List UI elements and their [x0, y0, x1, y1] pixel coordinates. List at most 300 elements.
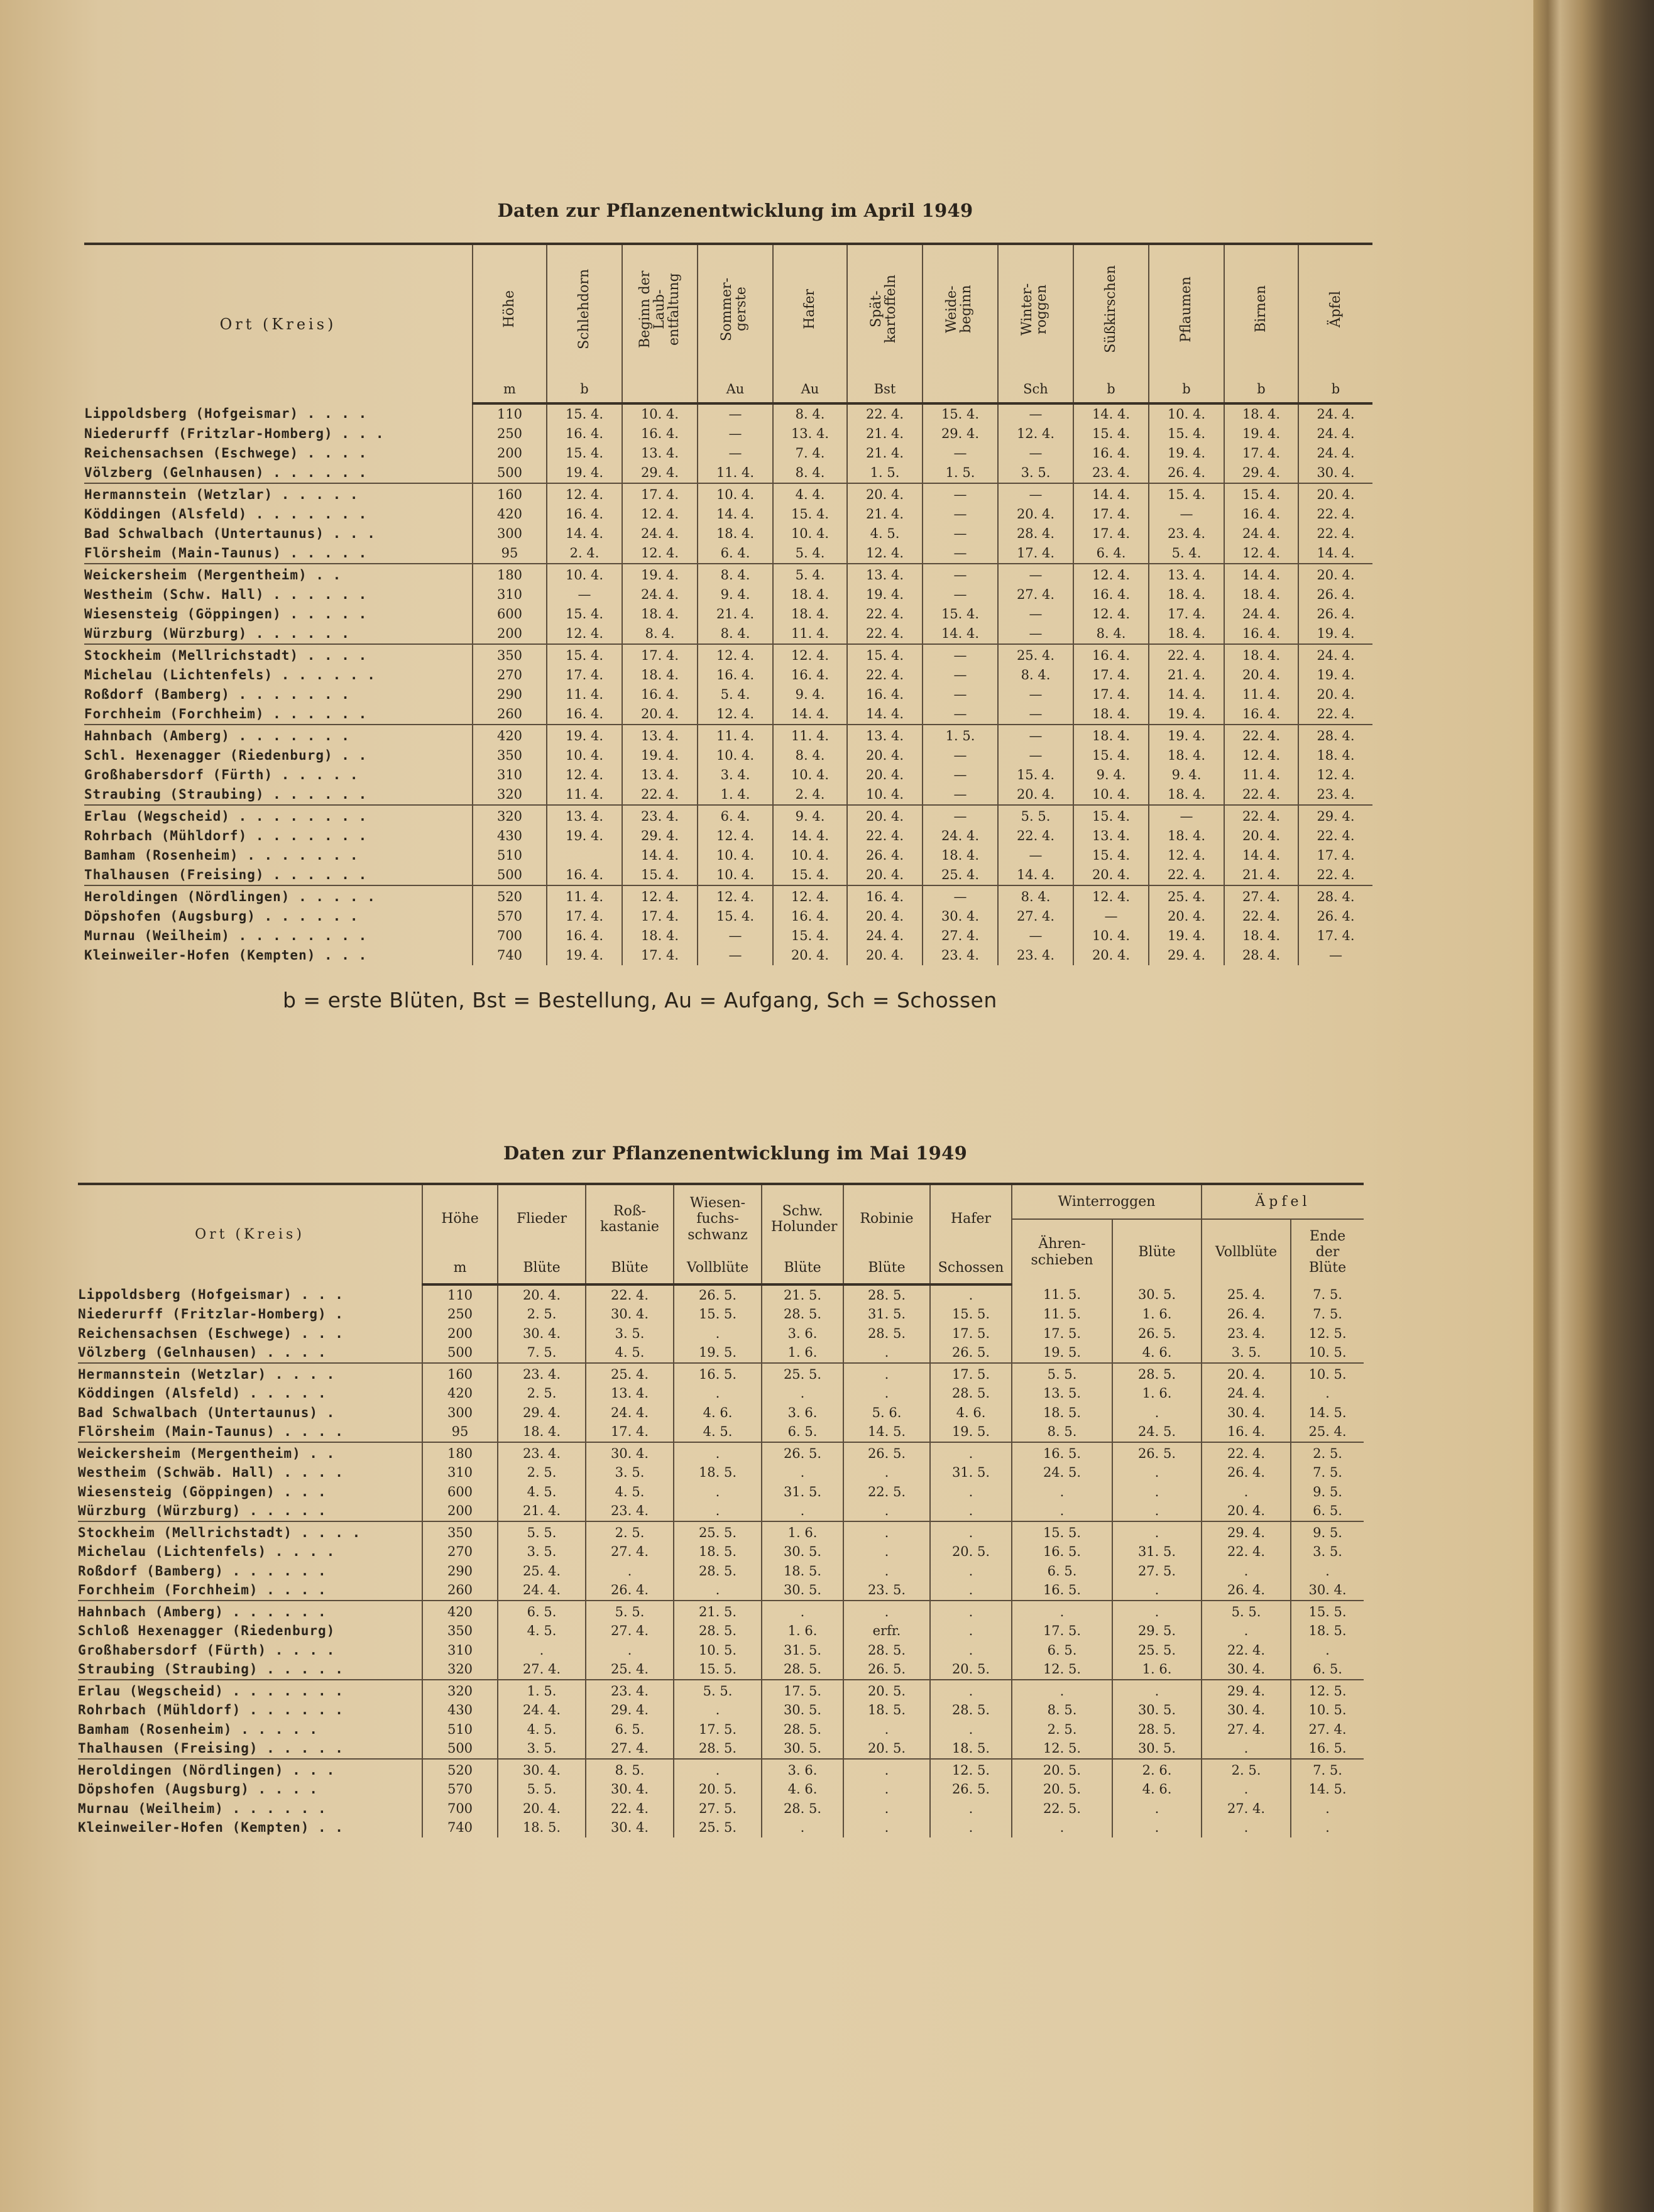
date-cell: 7. 5. [1291, 1284, 1364, 1305]
date-cell: 4. 5. [586, 1482, 674, 1502]
date-cell: . [674, 1701, 762, 1721]
date-cell: 14. 5. [843, 1423, 930, 1443]
date-cell: 11. 5. [1012, 1284, 1112, 1305]
date-cell: . [930, 1680, 1012, 1701]
date-cell: . [1012, 1680, 1112, 1701]
date-cell: 18. 4. [498, 1423, 586, 1443]
date-cell: 20. 4. [847, 907, 923, 926]
date-cell: . [762, 1819, 843, 1838]
date-cell: . [930, 1622, 1012, 1641]
date-cell: 24. 4. [1298, 403, 1372, 424]
date-cell: . [843, 1780, 930, 1800]
date-cell: 31. 5. [930, 1464, 1012, 1483]
date-cell: 18. 4. [1073, 725, 1149, 746]
date-cell: 13. 4. [773, 424, 847, 444]
date-cell: 6. 5. [1291, 1502, 1364, 1522]
date-cell: 18. 4. [1149, 785, 1224, 805]
date-cell: 29. 4. [498, 1403, 586, 1423]
date-cell: 24. 5. [1112, 1423, 1202, 1443]
date-cell: . [843, 1562, 930, 1581]
date-cell: 24. 4. [498, 1581, 586, 1601]
place-name: Hermannstein (Wetzlar) . . . . [78, 1363, 422, 1384]
date-cell: 13. 5. [1012, 1384, 1112, 1404]
place-name: Würzburg (Würzburg) . . . . . . [84, 626, 350, 641]
date-cell: — [998, 746, 1073, 765]
april-col-winterroggen: Winter- roggen [998, 245, 1073, 376]
table-row [84, 444, 1372, 463]
date-cell: 22. 5. [1012, 1799, 1112, 1819]
date-cell: 14. 5. [1291, 1403, 1364, 1423]
altitude-cell: 310 [422, 1464, 498, 1483]
date-cell: 30. 4. [1298, 463, 1372, 483]
date-cell: 11. 4. [547, 785, 622, 805]
date-cell: 26. 4. [847, 846, 923, 865]
date-cell: 12. 4. [847, 544, 923, 564]
altitude-cell: 310 [473, 585, 547, 605]
place-name: Michelau (Lichtenfels) . . . . . . [84, 667, 376, 682]
date-cell: 20. 4. [998, 785, 1073, 805]
date-cell: 27. 4. [1224, 885, 1298, 907]
april-unit: Sch [998, 376, 1073, 403]
date-cell: . [930, 1720, 1012, 1739]
date-cell: 20. 5. [843, 1739, 930, 1760]
date-cell: — [923, 483, 998, 505]
altitude-cell: 740 [422, 1819, 498, 1838]
date-cell: 1. 6. [762, 1521, 843, 1543]
date-cell: 16. 4. [847, 685, 923, 704]
date-cell: 3. 5. [1291, 1543, 1364, 1562]
date-cell: 19. 5. [674, 1344, 762, 1364]
date-cell: 2. 5. [1012, 1720, 1112, 1739]
table-row [78, 1622, 1364, 1641]
table-row [78, 1502, 1364, 1522]
place-name: Reichensachsen (Eschwege) . . . [78, 1325, 344, 1341]
date-cell: 15. 5. [674, 1305, 762, 1325]
date-cell: 20. 4. [1073, 946, 1149, 965]
date-cell: 8. 4. [998, 885, 1073, 907]
place-name: Schl. Hexenagger (Riedenburg) . . [84, 748, 368, 763]
date-cell: 17. 4. [622, 483, 698, 505]
date-cell: 28. 5. [762, 1660, 843, 1680]
date-cell: 15. 4. [923, 403, 998, 424]
date-cell: 23. 4. [1073, 463, 1149, 483]
date-cell: 15. 4. [547, 444, 622, 463]
place-name: Köddingen (Alsfeld) . . . . . . . [84, 506, 368, 522]
date-cell: 3. 6. [762, 1403, 843, 1423]
date-cell: 27. 4. [998, 585, 1073, 605]
place-name: Bad Schwalbach (Untertaunus) . . . [84, 526, 376, 541]
legend: b = erste Blüten, Bst = Bestellung, Au = Aufgang, Sch = Schossen [283, 988, 997, 1012]
date-cell: 22. 4. [1298, 704, 1372, 725]
april-col-hoehe: Höhe [473, 245, 547, 376]
date-cell: . [1012, 1819, 1112, 1838]
date-cell: 20. 4. [498, 1284, 586, 1305]
date-cell: 17. 4. [547, 665, 622, 685]
mai-col-ende-bluete: Ende der Blüte [1291, 1219, 1364, 1284]
date-cell: . [1112, 1521, 1202, 1543]
date-cell: — [998, 403, 1073, 424]
place-name: Bamham (Rosenheim) . . . . . [78, 1721, 319, 1737]
date-cell: 16. 4. [547, 865, 622, 885]
table-row [78, 1521, 1364, 1543]
date-cell: . [674, 1442, 762, 1464]
date-cell: 16. 4. [1224, 624, 1298, 644]
date-cell: 16. 5. [1012, 1442, 1112, 1464]
altitude-cell: 310 [473, 765, 547, 785]
date-cell: — [547, 585, 622, 605]
date-cell: . [762, 1601, 843, 1622]
date-cell: 14. 4. [1073, 483, 1149, 505]
altitude-cell: 290 [422, 1562, 498, 1581]
table-row [84, 403, 1372, 424]
table-row [84, 665, 1372, 685]
date-cell: 27. 4. [1291, 1720, 1364, 1739]
date-cell: 15. 4. [1073, 424, 1149, 444]
date-cell: . [1291, 1562, 1364, 1581]
date-cell: 27. 4. [1202, 1799, 1291, 1819]
date-cell: 30. 4. [498, 1324, 586, 1344]
date-cell: 19. 4. [622, 746, 698, 765]
date-cell: 8. 5. [586, 1759, 674, 1780]
date-cell: 20. 5. [1012, 1780, 1112, 1800]
date-cell: 16. 5. [1012, 1543, 1112, 1562]
date-cell: . [1112, 1502, 1202, 1522]
date-cell: . [930, 1641, 1012, 1660]
date-cell: — [923, 765, 998, 785]
date-cell: — [923, 564, 998, 585]
date-cell: 25. 5. [762, 1363, 843, 1384]
date-cell: 12. 4. [1073, 564, 1149, 585]
date-cell: 10. 5. [1291, 1344, 1364, 1364]
date-cell: 15. 4. [1149, 424, 1224, 444]
place-name: Flörsheim (Main-Taunus) . . . . . [84, 545, 368, 561]
date-cell: . [498, 1641, 586, 1660]
date-cell: 17. 5. [1012, 1324, 1112, 1344]
date-cell: 3. 5. [998, 463, 1073, 483]
date-cell: 20. 4. [498, 1799, 586, 1819]
date-cell: — [998, 685, 1073, 704]
date-cell: 2. 5. [1202, 1759, 1291, 1780]
place-name: Heroldingen (Nördlingen) . . . . . [84, 885, 473, 907]
date-cell: 20. 4. [847, 946, 923, 965]
place-name: Hahnbach (Amberg) . . . . . . [78, 1601, 422, 1622]
date-cell: 14. 4. [847, 704, 923, 725]
date-cell: 15. 5. [1291, 1601, 1364, 1622]
date-cell: 12. 4. [547, 765, 622, 785]
date-cell: 18. 4. [622, 605, 698, 624]
date-cell: 11. 4. [698, 725, 773, 746]
table-row [78, 1384, 1364, 1404]
mai-unit: Vollblüte [674, 1253, 762, 1284]
date-cell: 24. 4. [923, 826, 998, 846]
date-cell: 29. 4. [1298, 805, 1372, 826]
date-cell: 15. 5. [674, 1660, 762, 1680]
date-cell: 12. 4. [1224, 746, 1298, 765]
date-cell: 11. 4. [547, 685, 622, 704]
table-row [84, 605, 1372, 624]
date-cell: 25. 4. [1291, 1423, 1364, 1443]
date-cell: 22. 4. [1224, 785, 1298, 805]
date-cell: 15. 4. [1073, 805, 1149, 826]
april-col-suesskirschen: Süßkirschen [1073, 245, 1149, 376]
date-cell: 1. 6. [762, 1344, 843, 1364]
date-cell: 11. 4. [773, 725, 847, 746]
date-cell: 10. 5. [1291, 1363, 1364, 1384]
date-cell: 12. 4. [1073, 605, 1149, 624]
date-cell: 28. 5. [1112, 1720, 1202, 1739]
date-cell: 20. 4. [1298, 564, 1372, 585]
date-cell: 14. 4. [923, 624, 998, 644]
date-cell: 16. 4. [773, 665, 847, 685]
table-row [84, 424, 1372, 444]
date-cell: — [923, 585, 998, 605]
altitude-cell: 600 [473, 605, 547, 624]
altitude-cell: 95 [422, 1423, 498, 1443]
april-col-laubentfaltung: Beginn der Laub- entfaltung [622, 245, 698, 376]
date-cell: 28. 5. [843, 1324, 930, 1344]
date-cell: . [843, 1799, 930, 1819]
place-name: Roßdorf (Bamberg) . . . . . . [78, 1563, 327, 1579]
date-cell: 14. 4. [1224, 846, 1298, 865]
place-name: Stockheim (Mellrichstadt) . . . . [78, 1521, 422, 1543]
table-row [78, 1680, 1364, 1701]
date-cell: . [1202, 1622, 1291, 1641]
altitude-cell: 420 [473, 505, 547, 524]
date-cell: 25. 4. [923, 865, 998, 885]
place-name: Rohrbach (Mühldorf) . . . . . . [78, 1702, 344, 1718]
date-cell: — [698, 444, 773, 463]
date-cell: 12. 5. [1012, 1739, 1112, 1760]
april-col-birnen: Birnen [1224, 245, 1298, 376]
date-cell: 11. 4. [1224, 685, 1298, 704]
date-cell: 2. 4. [547, 544, 622, 564]
date-cell: 9. 4. [698, 585, 773, 605]
date-cell: 15. 4. [547, 403, 622, 424]
date-cell: . [1112, 1799, 1202, 1819]
date-cell: 17. 4. [1149, 605, 1224, 624]
date-cell: 16. 4. [547, 704, 622, 725]
mai-table-title: Daten zur Pflanzenentwicklung im Mai 1949 [503, 1142, 968, 1164]
date-cell: . [1112, 1819, 1202, 1838]
date-cell: 10. 4. [847, 785, 923, 805]
date-cell: 14. 4. [622, 846, 698, 865]
date-cell: 28. 5. [930, 1384, 1012, 1404]
date-cell: 12. 4. [1149, 846, 1224, 865]
date-cell: 16. 4. [1202, 1423, 1291, 1443]
date-cell: 16. 4. [622, 685, 698, 704]
mai-unit: Schossen [930, 1253, 1012, 1284]
date-cell: 2. 5. [498, 1464, 586, 1483]
date-cell: 26. 5. [930, 1780, 1012, 1800]
date-cell: . [1202, 1780, 1291, 1800]
place-name: Döpshofen (Augsburg) . . . . . . [84, 909, 359, 924]
table-row [84, 463, 1372, 483]
place-name: Stockheim (Mellrichstadt) . . . . [84, 644, 473, 665]
date-cell: 15. 4. [998, 765, 1073, 785]
date-cell: 15. 4. [698, 907, 773, 926]
date-cell: 30. 4. [586, 1442, 674, 1464]
date-cell: 22. 4. [847, 665, 923, 685]
date-cell: . [674, 1581, 762, 1601]
date-cell: 6. 5. [1291, 1660, 1364, 1680]
altitude-cell: 320 [422, 1680, 498, 1701]
mai-table-body [78, 1284, 1364, 1837]
date-cell: 30. 4. [1291, 1581, 1364, 1601]
date-cell: 11. 5. [1012, 1305, 1112, 1325]
date-cell: 23. 4. [923, 946, 998, 965]
date-cell: 26. 4. [1202, 1464, 1291, 1483]
mai-col-holunder: Schw. Holunder [762, 1185, 843, 1253]
date-cell: 27. 4. [586, 1622, 674, 1641]
altitude-cell: 160 [422, 1363, 498, 1384]
date-cell: . [843, 1720, 930, 1739]
date-cell: 12. 4. [698, 644, 773, 665]
date-cell: 14. 4. [773, 704, 847, 725]
mai-col-winterroggen: Winterroggen [1012, 1185, 1202, 1219]
date-cell: 14. 4. [1224, 564, 1298, 585]
date-cell: 11. 4. [773, 624, 847, 644]
date-cell: 28. 4. [1298, 725, 1372, 746]
mai-unit: m [422, 1253, 498, 1284]
date-cell: . [843, 1601, 930, 1622]
place-name: Straubing (Straubing) . . . . . [78, 1662, 344, 1677]
date-cell: 30. 5. [1112, 1739, 1202, 1760]
place-name: Flörsheim (Main-Taunus) . . . . [78, 1424, 344, 1440]
table-row [84, 524, 1372, 544]
date-cell: 15. 4. [1149, 483, 1224, 505]
date-cell: 16. 4. [773, 907, 847, 926]
date-cell: 1. 6. [1112, 1660, 1202, 1680]
date-cell: 18. 4. [1149, 746, 1224, 765]
date-cell: 18. 5. [674, 1464, 762, 1483]
mai-col-roggen-bluete: Blüte [1112, 1219, 1202, 1284]
date-cell: 22. 4. [1298, 865, 1372, 885]
date-cell: 26. 5. [843, 1660, 930, 1680]
place-name: Erlau (Wegscheid) . . . . . . . . [84, 805, 473, 826]
date-cell: 28. 5. [762, 1305, 843, 1325]
date-cell: 21. 4. [847, 505, 923, 524]
date-cell: — [923, 505, 998, 524]
date-cell: 8. 4. [998, 665, 1073, 685]
april-table [84, 245, 1372, 965]
date-cell: 4. 5. [847, 524, 923, 544]
date-cell: 10. 4. [1073, 926, 1149, 946]
mai-place-header: Ort (Kreis) [195, 1227, 305, 1243]
mai-col-hafer: Hafer [930, 1185, 1012, 1253]
place-name: Reichensachsen (Eschwege) . . . . [84, 446, 368, 461]
date-cell: 20. 4. [1298, 483, 1372, 505]
altitude-cell: 270 [473, 665, 547, 685]
date-cell: . [843, 1759, 930, 1780]
date-cell: . [586, 1641, 674, 1660]
date-cell: 8. 5. [1012, 1423, 1112, 1443]
date-cell: 24. 4. [622, 524, 698, 544]
date-cell: 26. 4. [1298, 605, 1372, 624]
date-cell: 18. 4. [1224, 926, 1298, 946]
date-cell: 25. 4. [586, 1363, 674, 1384]
date-cell: 16. 4. [622, 424, 698, 444]
april-unit: m [473, 376, 547, 403]
date-cell: 18. 4. [923, 846, 998, 865]
date-cell: 24. 4. [586, 1403, 674, 1423]
date-cell: 25. 4. [586, 1660, 674, 1680]
altitude-cell: 430 [422, 1701, 498, 1721]
date-cell: 11. 4. [1224, 765, 1298, 785]
date-cell: 16. 4. [847, 885, 923, 907]
date-cell: 25. 4. [1202, 1284, 1291, 1305]
altitude-cell: 200 [422, 1324, 498, 1344]
date-cell: . [762, 1464, 843, 1483]
date-cell: 12. 4. [698, 704, 773, 725]
date-cell: 21. 5. [762, 1284, 843, 1305]
place-name: Hahnbach (Amberg) . . . . . . . [84, 725, 473, 746]
date-cell: 9. 4. [1073, 765, 1149, 785]
date-cell: 17. 4. [1224, 444, 1298, 463]
date-cell: 16. 4. [1073, 585, 1149, 605]
date-cell: 18. 4. [1149, 826, 1224, 846]
mai-col-robinie: Robinie [843, 1185, 930, 1253]
place-name: Bad Schwalbach (Untertaunus) . [78, 1404, 336, 1420]
date-cell: . [843, 1819, 930, 1838]
date-cell: 5. 4. [698, 685, 773, 704]
date-cell: 16. 4. [1073, 644, 1149, 665]
date-cell: 23. 4. [1298, 785, 1372, 805]
date-cell: 9. 5. [1291, 1482, 1364, 1502]
date-cell: . [930, 1562, 1012, 1581]
date-cell: 15. 5. [930, 1305, 1012, 1325]
date-cell: 17. 4. [586, 1423, 674, 1443]
date-cell: 18. 4. [773, 585, 847, 605]
date-cell: 23. 4. [622, 805, 698, 826]
date-cell: . [674, 1482, 762, 1502]
date-cell: — [698, 403, 773, 424]
date-cell: 5. 5. [1012, 1363, 1112, 1384]
date-cell: 14. 4. [698, 505, 773, 524]
date-cell: 20. 4. [1202, 1502, 1291, 1522]
april-col-pflaumen: Pflaumen [1149, 245, 1224, 376]
date-cell: 12. 4. [698, 826, 773, 846]
date-cell: 28. 5. [674, 1622, 762, 1641]
date-cell: 6. 4. [698, 805, 773, 826]
april-table-body [84, 403, 1372, 965]
date-cell: 21. 4. [847, 444, 923, 463]
date-cell: 23. 4. [498, 1442, 586, 1464]
date-cell: 20. 5. [930, 1543, 1012, 1562]
date-cell: . [1112, 1403, 1202, 1423]
date-cell: . [674, 1384, 762, 1404]
date-cell: 15. 4. [847, 644, 923, 665]
date-cell: 20. 4. [847, 483, 923, 505]
date-cell: 26. 4. [586, 1581, 674, 1601]
date-cell: 12. 4. [1298, 765, 1372, 785]
altitude-cell: 270 [422, 1543, 498, 1562]
date-cell: . [1112, 1680, 1202, 1701]
date-cell: 4. 6. [762, 1780, 843, 1800]
date-cell: 21. 4. [1224, 865, 1298, 885]
date-cell: 6. 4. [1073, 544, 1149, 564]
date-cell: 22. 4. [1298, 524, 1372, 544]
date-cell: 14. 4. [1073, 403, 1149, 424]
date-cell: . [930, 1482, 1012, 1502]
table-row [78, 1344, 1364, 1364]
date-cell: 25. 5. [674, 1819, 762, 1838]
altitude-cell: 570 [422, 1780, 498, 1800]
place-name: Kleinweiler-Hofen (Kempten) . . . [84, 948, 368, 963]
date-cell: 20. 4. [1298, 685, 1372, 704]
date-cell: 29. 4. [1149, 946, 1224, 965]
date-cell: . [843, 1502, 930, 1522]
date-cell: 8. 4. [622, 624, 698, 644]
